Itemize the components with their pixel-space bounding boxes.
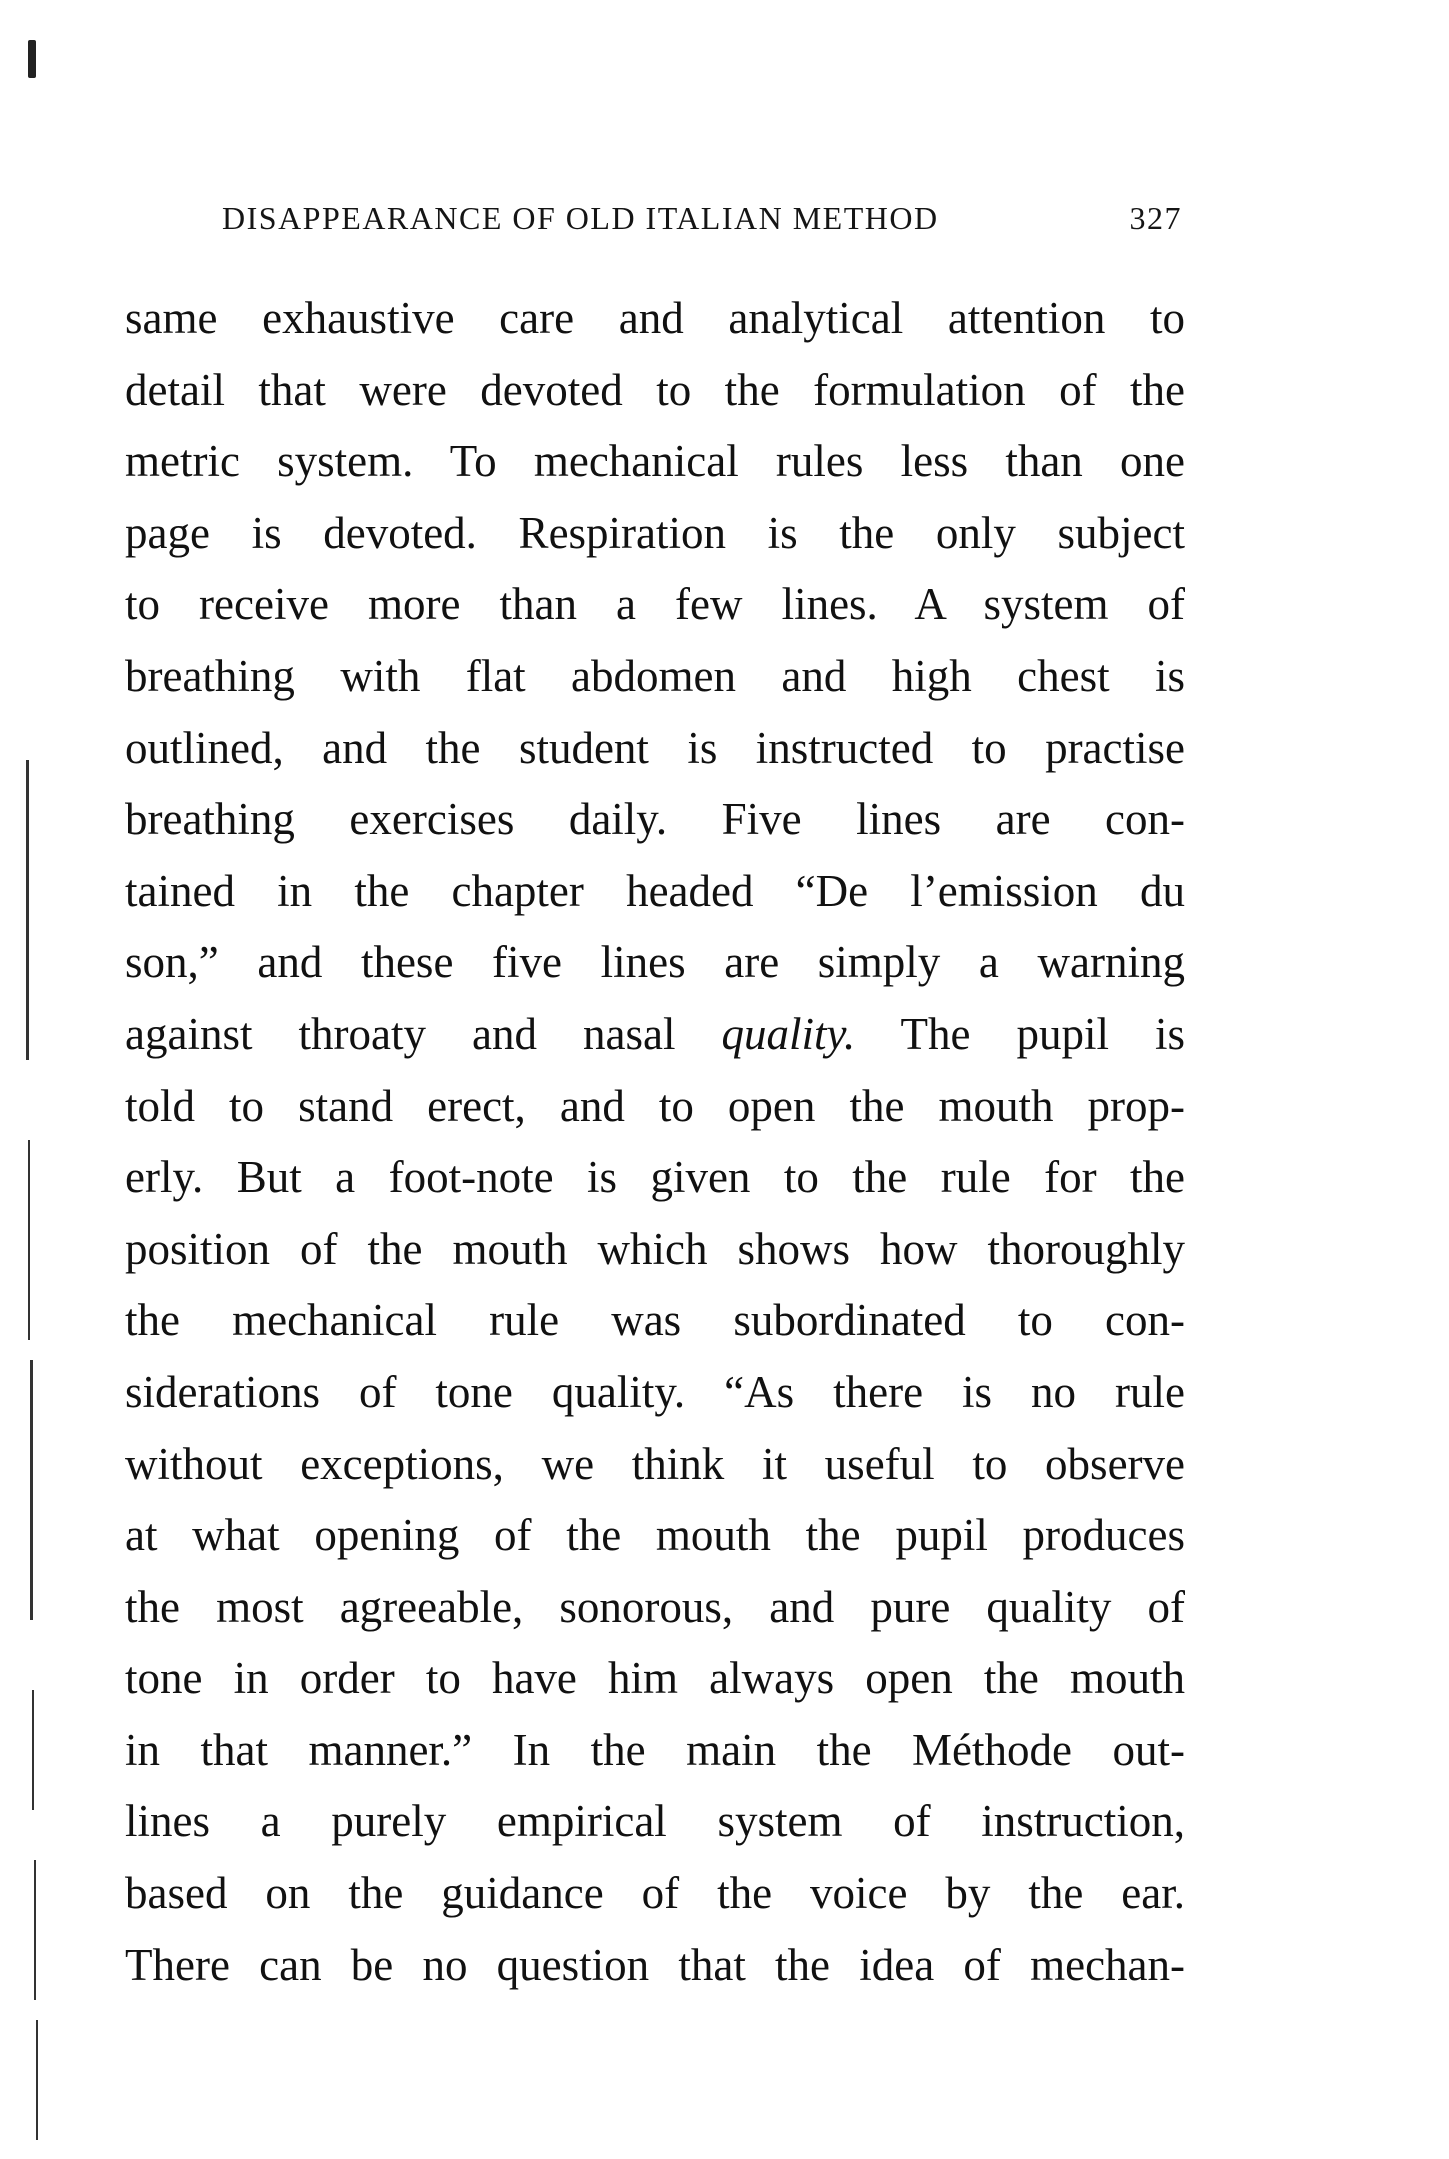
- text-line-2: detail that were devoted to the formulation of the: [125, 364, 1185, 415]
- margin-line-3: [30, 1360, 33, 1620]
- text-line-11-end: The pupil is: [900, 1008, 1185, 1059]
- text-line-5: to receive more than a few lines. A system of: [125, 579, 1185, 630]
- text-line-18: at what opening of the mouth the pupil produces: [125, 1510, 1185, 1561]
- text-line-23: based on the guidance of the voice by the ear.: [125, 1868, 1185, 1919]
- page-header: [222, 200, 1182, 240]
- text-line-11: [125, 999, 1185, 1071]
- text-line-22: lines a purely empirical system of instruction,: [125, 1796, 1185, 1847]
- text-line-19: the most agreeable, sonorous, and pure quality of: [125, 1581, 1185, 1632]
- text-line-16: siderations of tone quality. “As there is no rule: [125, 1366, 1185, 1417]
- text-line-4: page is devoted. Respiration is the only subject: [125, 507, 1185, 558]
- text-line-21: in that manner.” In the main the Méthode out-: [125, 1724, 1185, 1775]
- text-line-12: told to stand erect, and to open the mouth prop-: [125, 1080, 1185, 1131]
- text-line-3: metric system. To mechanical rules less than one: [125, 436, 1185, 487]
- italic-word-quality: quality.: [721, 1008, 856, 1059]
- text-line-14: position of the mouth which shows how thoroughly: [125, 1223, 1185, 1274]
- text-line-15: the mechanical rule was subordinated to con-: [125, 1295, 1185, 1346]
- running-head: DISAPPEARANCE OF OLD ITALIAN METHOD: [222, 200, 939, 236]
- text-line-24: There can be no question that the idea of mechan-: [125, 1939, 1185, 1990]
- body-text: [125, 283, 1185, 2001]
- text-line-1: same exhaustive care and analytical attention to: [125, 293, 1185, 343]
- text-line-6: breathing with flat abdomen and high chest is: [125, 650, 1185, 701]
- text-line-7: outlined, and the student is instructed to practise: [125, 722, 1185, 773]
- text-line-9: tained in the chapter headed “De l’emission du: [125, 865, 1185, 916]
- text-line-8: breathing exercises daily. Five lines are con-: [125, 794, 1185, 845]
- scan-mark-top: [28, 40, 36, 78]
- text-line-13: erly. But a foot-note is given to the rule for the: [125, 1152, 1185, 1203]
- margin-line-5: [34, 1860, 36, 2000]
- page-number: 327: [1129, 200, 1182, 236]
- margin-line-6: [36, 2020, 38, 2140]
- margin-line-4: [32, 1690, 34, 1810]
- margin-line-1: [26, 760, 29, 1060]
- text-line-11-start: against throaty and nasal: [125, 1008, 676, 1059]
- margin-line-2: [28, 1140, 30, 1340]
- text-line-20: tone in order to have him always open the mouth: [125, 1653, 1185, 1704]
- text-line-17: without exceptions, we think it useful to observe: [125, 1438, 1185, 1489]
- text-line-10: son,” and these five lines are simply a warning: [125, 937, 1185, 988]
